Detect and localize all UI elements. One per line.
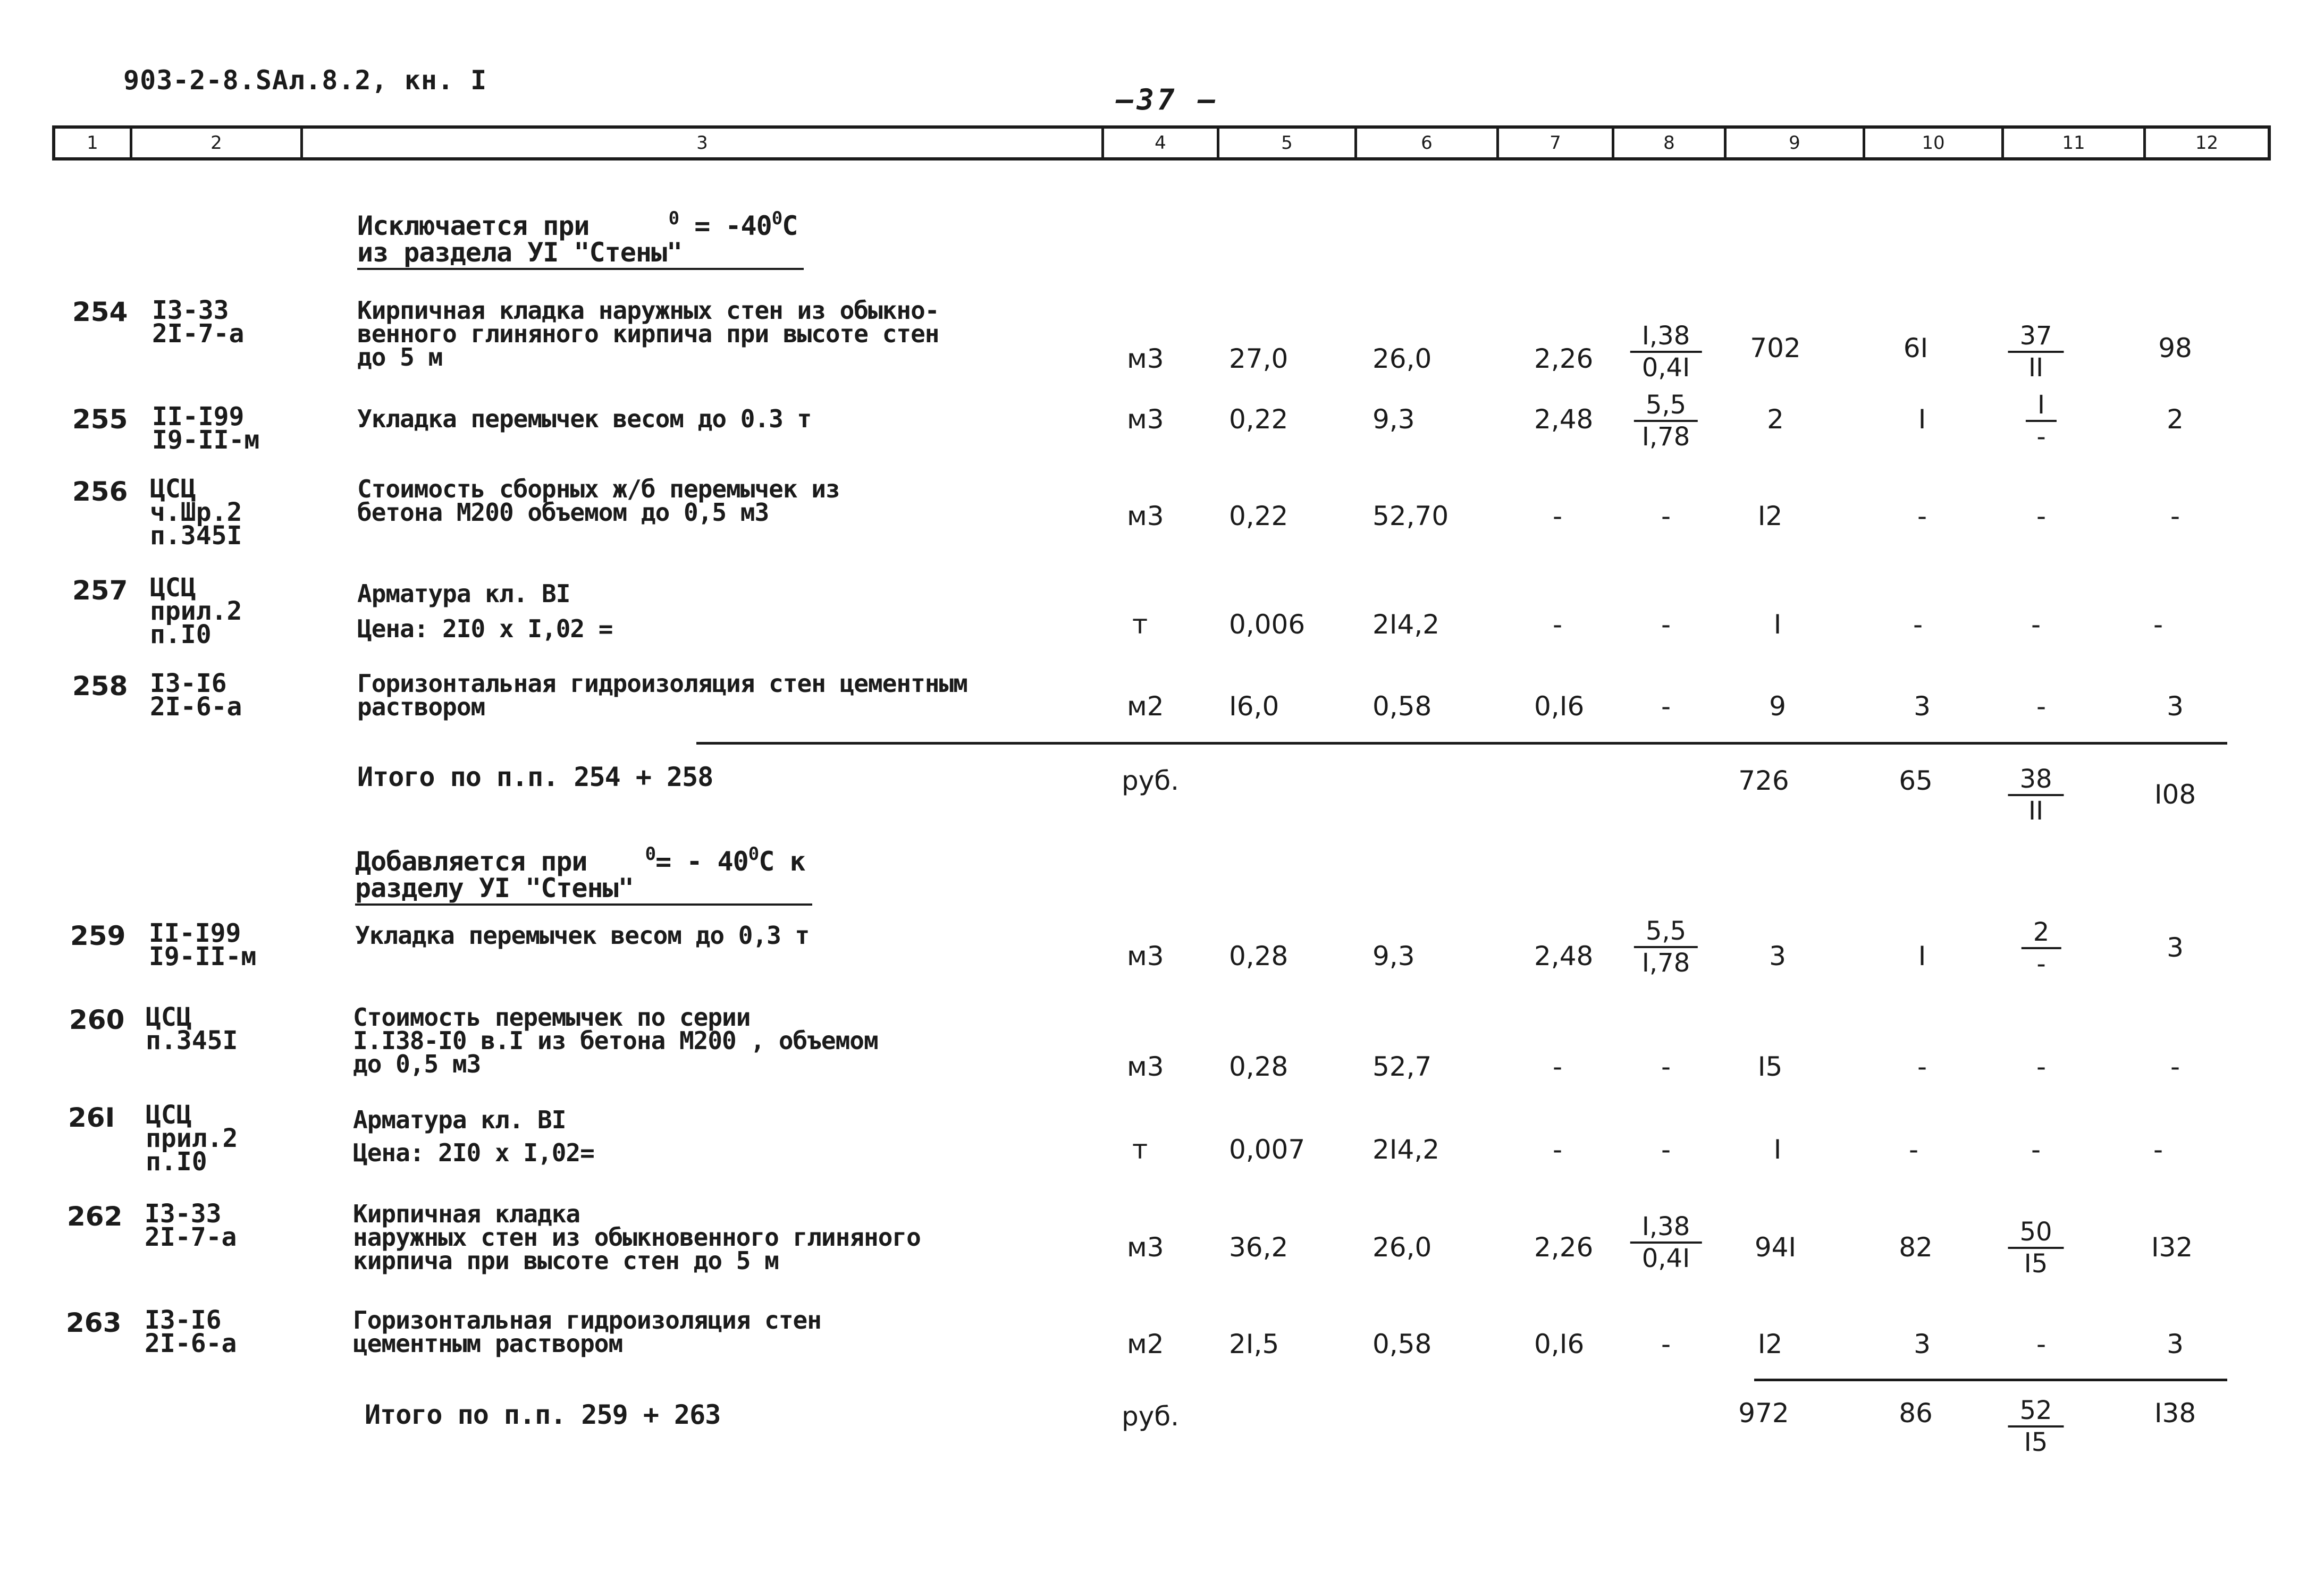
row-description: Арматура кл. BI Цена: 2I0 x I,02= xyxy=(353,1105,594,1167)
subtotal-col11-fraction: $\frac{38}{II}$ xyxy=(2008,764,2064,826)
row-col12: 2 xyxy=(2167,404,2184,435)
column-header: 8 xyxy=(1663,132,1675,154)
row-quantity: 0,28 xyxy=(1229,1051,1289,1082)
row-quantity: 0,28 xyxy=(1229,941,1289,972)
row-col9: 702 xyxy=(1750,333,1801,364)
row-col10: 82 xyxy=(1899,1232,1933,1263)
row-unit-price: 26,0 xyxy=(1372,1232,1432,1263)
row-col7: 2,48 xyxy=(1534,941,1594,972)
row-unit: т xyxy=(1132,609,1148,640)
row-col7: - xyxy=(1552,501,1563,531)
row-description: Стоимость перемычек по серии I.I38-I0 в.I из бетона М200 , объемом до 0,5 м3 xyxy=(353,1003,878,1078)
row-number: 26I xyxy=(68,1102,115,1133)
column-header: 2 xyxy=(210,132,222,154)
row-unit-price: 2I4,2 xyxy=(1372,1134,1440,1165)
row-col8: - xyxy=(1661,1051,1671,1082)
row-col8-fraction: $\frac{I,38}{0,4I}$ xyxy=(1630,1212,1702,1273)
row-col7: 2,26 xyxy=(1534,1232,1594,1263)
column-header: 10 xyxy=(1922,132,1945,154)
page-number: —37 — xyxy=(1116,83,1219,116)
row-col11: - xyxy=(2031,1134,2041,1165)
row-col10: I xyxy=(1918,404,1926,435)
row-col9: I2 xyxy=(1757,1329,1783,1359)
row-col10: 6I xyxy=(1903,333,1929,364)
row-quantity: I6,0 xyxy=(1229,691,1279,722)
row-col7: - xyxy=(1552,1134,1563,1165)
row-quantity: 0,22 xyxy=(1229,404,1289,435)
row-number: 263 xyxy=(66,1307,122,1338)
row-col12: 98 xyxy=(2158,333,2192,364)
subtotal-col9: 726 xyxy=(1738,765,1789,796)
row-unit: м3 xyxy=(1127,343,1164,374)
row-number: 258 xyxy=(72,671,128,702)
row-col7: 2,48 xyxy=(1534,404,1594,435)
subtotal-unit: руб. xyxy=(1122,1401,1180,1432)
subtotal-label: Итого по п.п. 254 + 258 xyxy=(357,762,713,792)
row-col9: I5 xyxy=(1757,1051,1783,1082)
row-code: II-I99 I9-II-м xyxy=(152,402,260,455)
row-description: Горизонтальная гидроизоляция стен цементным раствором xyxy=(353,1306,821,1358)
row-col12: - xyxy=(2170,1051,2180,1082)
row-col11-fraction: 2 - xyxy=(2022,917,2061,979)
subtotal-label: Итого по п.п. 259 + 263 xyxy=(365,1399,721,1430)
row-col11: - xyxy=(2036,691,2047,722)
row-col8-fraction: $\frac{I,38}{0,4I}$ xyxy=(1630,321,1702,383)
row-description: Укладка перемычек весом до 0.3 т xyxy=(357,404,812,433)
column-header: 5 xyxy=(1281,132,1293,154)
row-quantity: 27,0 xyxy=(1229,343,1289,374)
row-col12: - xyxy=(2153,609,2163,640)
row-description: Арматура кл. BI Цена: 2I0 x I,02 = xyxy=(357,579,613,643)
column-header: 4 xyxy=(1155,132,1166,154)
row-col11: - xyxy=(2036,1329,2047,1359)
subtotal-col11-fraction: $\frac{52}{I5}$ xyxy=(2008,1396,2064,1457)
row-col7: 0,I6 xyxy=(1534,1329,1585,1359)
row-col8: - xyxy=(1661,609,1671,640)
row-col7: 2,26 xyxy=(1534,343,1594,374)
row-col9: I xyxy=(1773,1134,1782,1165)
row-code: ЦСЦ п.345I xyxy=(146,1002,238,1055)
row-unit: м2 xyxy=(1127,1329,1164,1359)
row-number: 259 xyxy=(70,920,126,951)
column-header: 6 xyxy=(1421,132,1433,154)
row-col12: 3 xyxy=(2167,691,2184,722)
row-code: I3-I6 2I-6-а xyxy=(145,1305,237,1358)
row-col7: 0,I6 xyxy=(1534,691,1585,722)
subtotal-rule xyxy=(1754,1379,2227,1381)
row-col9: I xyxy=(1773,609,1782,640)
row-unit: м3 xyxy=(1127,404,1164,435)
row-col8: - xyxy=(1661,1329,1671,1359)
column-header: 11 xyxy=(2062,132,2085,154)
row-col10: I xyxy=(1918,941,1926,972)
row-col12: - xyxy=(2170,501,2180,531)
row-unit-price: 52,7 xyxy=(1372,1051,1432,1082)
row-unit-price: 0,58 xyxy=(1372,691,1432,722)
row-col9: 94I xyxy=(1754,1232,1797,1263)
row-unit-price: 9,3 xyxy=(1372,941,1415,972)
row-number: 260 xyxy=(69,1004,125,1035)
row-number: 257 xyxy=(72,575,128,606)
row-unit: м3 xyxy=(1127,1232,1164,1263)
row-description: Кирпичная кладка наружных стен из обыкно- венного глиняного кирпича при высоте стен до 5 м xyxy=(357,296,939,371)
row-code: I3-I6 2I-6-а xyxy=(150,669,242,722)
row-col7: - xyxy=(1552,609,1563,640)
row-col9: 9 xyxy=(1769,691,1786,722)
row-code: ЦСЦ прил.2 п.I0 xyxy=(150,573,242,649)
row-number: 256 xyxy=(72,476,128,507)
subtotal-col10: 86 xyxy=(1899,1398,1933,1429)
row-col10: - xyxy=(1913,609,1923,640)
row-code: I3-33 2I-7-а xyxy=(152,295,245,349)
row-col10: 3 xyxy=(1914,691,1931,722)
row-quantity: 0,006 xyxy=(1229,609,1306,640)
row-col8: - xyxy=(1661,501,1671,531)
row-col9: 2 xyxy=(1767,404,1784,435)
row-col10: - xyxy=(1917,501,1927,531)
row-col9: I2 xyxy=(1757,501,1783,531)
row-col8: - xyxy=(1661,691,1671,722)
subtotal-col9: 972 xyxy=(1738,1398,1789,1429)
row-unit-price: 52,70 xyxy=(1372,501,1449,531)
row-unit: м3 xyxy=(1127,1051,1164,1082)
row-col11-fraction: I - xyxy=(2026,390,2057,452)
row-code: ЦСЦ ч.Шр.2 п.345I xyxy=(150,474,242,551)
row-unit: м3 xyxy=(1127,501,1164,531)
row-number: 254 xyxy=(72,297,128,327)
row-unit-price: 0,58 xyxy=(1372,1329,1432,1359)
row-description: Кирпичная кладка наружных стен из обыкновенного глиняного кирпича при высоте стен до 5 м xyxy=(353,1200,921,1275)
row-col8: - xyxy=(1661,1134,1671,1165)
column-header-bar xyxy=(52,125,2271,161)
row-description: Горизонтальная гидроизоляция стен цементным раствором xyxy=(357,669,967,721)
row-col10: - xyxy=(1908,1134,1919,1165)
column-header: 7 xyxy=(1550,132,1561,154)
section-heading-added-line2: разделу УI "Стены" xyxy=(355,875,812,906)
subtotal-unit: руб. xyxy=(1122,765,1180,796)
document-code: 903-2-8.SAл.8.2, кн. I xyxy=(123,65,487,96)
row-code: II-I99 I9-II-м xyxy=(149,918,257,972)
row-col12: 3 xyxy=(2167,932,2184,963)
column-header: 12 xyxy=(2195,132,2219,154)
row-col11: - xyxy=(2036,501,2047,531)
row-quantity: 0,22 xyxy=(1229,501,1289,531)
row-number: 262 xyxy=(67,1201,123,1232)
row-col8-fraction: $\frac{5,5}{I,78}$ xyxy=(1634,916,1698,978)
row-col9: 3 xyxy=(1769,941,1786,972)
row-quantity: 36,2 xyxy=(1229,1232,1289,1263)
row-unit: м3 xyxy=(1127,941,1164,972)
row-col11-fraction: $\frac{50}{I5}$ xyxy=(2008,1217,2064,1279)
row-col8-fraction: $\frac{5,5}{I,78}$ xyxy=(1634,390,1698,452)
row-col12: 3 xyxy=(2167,1329,2184,1359)
subtotal-col12: I08 xyxy=(2154,779,2196,810)
row-unit: м2 xyxy=(1127,691,1164,722)
row-col10: 3 xyxy=(1914,1329,1931,1359)
row-col7: - xyxy=(1552,1051,1563,1082)
column-header: 9 xyxy=(1789,132,1800,154)
row-quantity: 2I,5 xyxy=(1229,1329,1279,1359)
row-unit-price: 2I4,2 xyxy=(1372,609,1440,640)
row-col11: - xyxy=(2036,1051,2047,1082)
column-header: 3 xyxy=(696,132,708,154)
row-col10: - xyxy=(1917,1051,1927,1082)
section-heading-added: Добавляется при $^0= - 40^0С$ к xyxy=(355,843,805,877)
subtotal-rule xyxy=(696,742,2227,745)
row-description: Стоимость сборных ж/б перемычек из бетона М200 объемом до 0,5 м3 xyxy=(357,475,840,527)
row-number: 255 xyxy=(72,404,128,435)
subtotal-col12: I38 xyxy=(2154,1398,2196,1429)
row-code: I3-33 2I-7-а xyxy=(145,1199,237,1252)
row-unit: т xyxy=(1132,1134,1148,1165)
subtotal-col10: 65 xyxy=(1899,765,1933,796)
row-col11-fraction: $\frac{37}{II}$ xyxy=(2008,321,2064,383)
row-col12: I32 xyxy=(2151,1232,2193,1263)
section-heading-excluded-line2: из раздела УI "Стены" xyxy=(357,239,804,270)
row-description: Укладка перемычек весом до 0,3 т xyxy=(355,921,810,950)
row-quantity: 0,007 xyxy=(1229,1134,1306,1165)
row-col12: - xyxy=(2153,1134,2163,1165)
row-unit-price: 9,3 xyxy=(1372,404,1415,435)
row-code: ЦСЦ прил.2 п.I0 xyxy=(146,1100,238,1177)
column-header: 1 xyxy=(87,132,98,154)
row-col11: - xyxy=(2031,609,2041,640)
section-heading-excluded: Исключается при $^0 = -40^0С$ xyxy=(357,208,798,241)
row-unit-price: 26,0 xyxy=(1372,343,1432,374)
